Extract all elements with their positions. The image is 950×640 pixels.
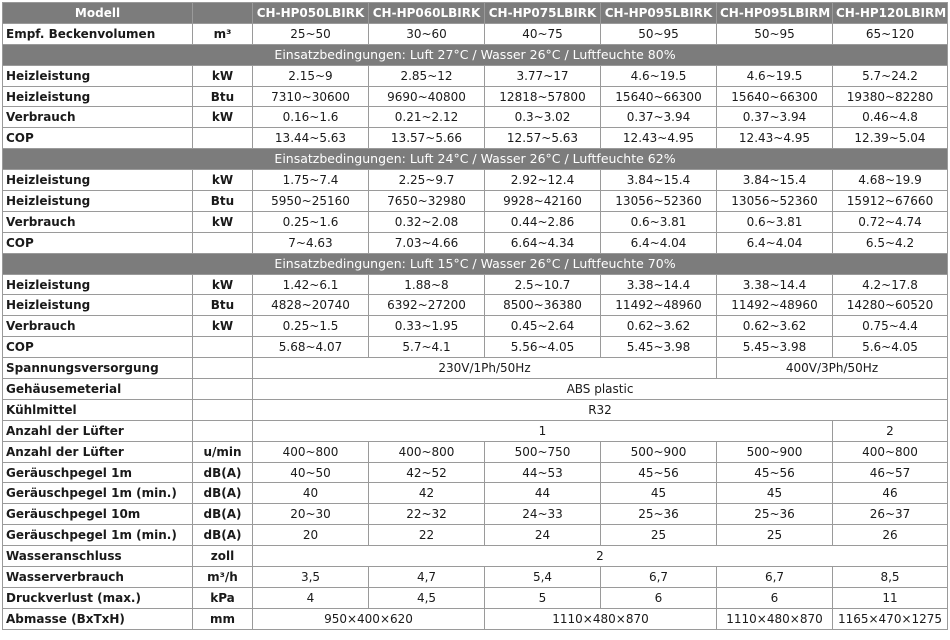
unit-label: kW xyxy=(193,316,253,337)
table-row xyxy=(3,504,948,525)
value-cell: 6,7 xyxy=(601,567,717,588)
value-cell: 1.75~7.4 xyxy=(253,170,369,191)
value-cell: 24 xyxy=(485,525,601,546)
unit-label xyxy=(193,128,253,149)
value-cell: 11492~48960 xyxy=(601,295,717,316)
value-cell: 13056~52360 xyxy=(717,191,833,212)
value-cell: 12.43~4.95 xyxy=(601,128,717,149)
value-cell: 44 xyxy=(485,483,601,504)
section-header-row xyxy=(3,44,948,65)
unit-label: kW xyxy=(193,170,253,191)
value-cell: 65~120 xyxy=(833,23,948,44)
section-header-row xyxy=(3,253,948,274)
value-cell: 13.44~5.63 xyxy=(253,128,369,149)
unit-label xyxy=(193,399,253,420)
value-cell: 0.44~2.86 xyxy=(485,211,601,232)
value-cell: 46~57 xyxy=(833,462,948,483)
value-cell: 26 xyxy=(833,525,948,546)
value-cell: 500~900 xyxy=(717,441,833,462)
unit-label: Btu xyxy=(193,295,253,316)
value-cell: 6.64~4.34 xyxy=(485,232,601,253)
value-cell: 400~800 xyxy=(369,441,485,462)
value-cell: 6 xyxy=(601,587,717,608)
value-cell: 25 xyxy=(717,525,833,546)
value-cell: 5 xyxy=(485,587,601,608)
value-cell: 1.88~8 xyxy=(369,274,485,295)
value-cell: 8500~36380 xyxy=(485,295,601,316)
unit-label: kW xyxy=(193,211,253,232)
table-row xyxy=(3,525,948,546)
value-cell: 0.33~1.95 xyxy=(369,316,485,337)
value-cell: 40~75 xyxy=(485,23,601,44)
value-cell: ABS plastic xyxy=(253,379,948,400)
value-cell: 4.68~19.9 xyxy=(833,170,948,191)
parameter-label: Verbrauch xyxy=(3,316,193,337)
value-cell: 230V/1Ph/50Hz xyxy=(253,358,717,379)
value-cell: 0.72~4.74 xyxy=(833,211,948,232)
table-row xyxy=(3,232,948,253)
header-model: CH-HP095LBIRK xyxy=(601,3,717,24)
unit-label: zoll xyxy=(193,546,253,567)
value-cell: 0.21~2.12 xyxy=(369,107,485,128)
parameter-label: Geräuschpegel 1m xyxy=(3,462,193,483)
value-cell: 5950~25160 xyxy=(253,191,369,212)
value-cell: 13056~52360 xyxy=(601,191,717,212)
table-row xyxy=(3,567,948,588)
parameter-label: Heizleistung xyxy=(3,295,193,316)
value-cell: 4.6~19.5 xyxy=(717,65,833,86)
parameter-label: Verbrauch xyxy=(3,107,193,128)
section-label: Einsatzbedingungen: Luft 15°C / Wasser 26°C / Luftfeuchte 70% xyxy=(3,253,948,274)
unit-label: u/min xyxy=(193,441,253,462)
value-cell: 4828~20740 xyxy=(253,295,369,316)
value-cell: 12.43~4.95 xyxy=(717,128,833,149)
parameter-label: Wasseranschluss xyxy=(3,546,193,567)
value-cell: 2.15~9 xyxy=(253,65,369,86)
value-cell: 4 xyxy=(253,587,369,608)
value-cell: 45 xyxy=(601,483,717,504)
unit-label: dB(A) xyxy=(193,504,253,525)
parameter-label: Verbrauch xyxy=(3,211,193,232)
value-cell: 0.45~2.64 xyxy=(485,316,601,337)
value-cell: 3,5 xyxy=(253,567,369,588)
table-row xyxy=(3,462,948,483)
value-cell: R32 xyxy=(253,399,948,420)
parameter-label: COP xyxy=(3,337,193,358)
table-row xyxy=(3,441,948,462)
value-cell: 13.57~5.66 xyxy=(369,128,485,149)
table-row xyxy=(3,358,948,379)
value-cell: 25~36 xyxy=(717,504,833,525)
parameter-label: Spannungsversorgung xyxy=(3,358,193,379)
value-cell: 0.32~2.08 xyxy=(369,211,485,232)
header-model: CH-HP120LBIRM xyxy=(833,3,948,24)
value-cell: 44~53 xyxy=(485,462,601,483)
parameter-label: Heizleistung xyxy=(3,274,193,295)
parameter-label: Geräuschpegel 1m (min.) xyxy=(3,483,193,504)
value-cell: 11492~48960 xyxy=(717,295,833,316)
value-cell: 11 xyxy=(833,587,948,608)
value-cell: 25~50 xyxy=(253,23,369,44)
value-cell: 0.6~3.81 xyxy=(601,211,717,232)
value-cell: 42 xyxy=(369,483,485,504)
value-cell: 2.25~9.7 xyxy=(369,170,485,191)
value-cell: 5.68~4.07 xyxy=(253,337,369,358)
value-cell: 0.75~4.4 xyxy=(833,316,948,337)
value-cell: 20~30 xyxy=(253,504,369,525)
header-model: CH-HP060LBIRK xyxy=(369,3,485,24)
table-row xyxy=(3,399,948,420)
value-cell: 2.5~10.7 xyxy=(485,274,601,295)
value-cell: 4.2~17.8 xyxy=(833,274,948,295)
unit-label xyxy=(193,379,253,400)
parameter-label: Empf. Beckenvolumen xyxy=(3,23,193,44)
table-row xyxy=(3,86,948,107)
table-row xyxy=(3,128,948,149)
value-cell: 4,5 xyxy=(369,587,485,608)
value-cell: 26~37 xyxy=(833,504,948,525)
value-cell: 15640~66300 xyxy=(717,86,833,107)
value-cell: 1165×470×1275 xyxy=(833,608,948,629)
value-cell: 4.6~19.5 xyxy=(601,65,717,86)
value-cell: 500~900 xyxy=(601,441,717,462)
header-model: CH-HP095LBIRM xyxy=(717,3,833,24)
parameter-label: Wasserverbrauch xyxy=(3,567,193,588)
table-row xyxy=(3,546,948,567)
value-cell: 5.45~3.98 xyxy=(601,337,717,358)
table-row xyxy=(3,379,948,400)
section-label: Einsatzbedingungen: Luft 24°C / Wasser 26°C / Luftfeuchte 62% xyxy=(3,149,948,170)
value-cell: 8,5 xyxy=(833,567,948,588)
value-cell: 6 xyxy=(717,587,833,608)
parameter-label: COP xyxy=(3,128,193,149)
value-cell: 7~4.63 xyxy=(253,232,369,253)
parameter-label: Kühlmittel xyxy=(3,399,193,420)
value-cell: 9928~42160 xyxy=(485,191,601,212)
value-cell: 2 xyxy=(833,420,948,441)
value-cell: 15640~66300 xyxy=(601,86,717,107)
value-cell: 0.62~3.62 xyxy=(717,316,833,337)
table-row xyxy=(3,23,948,44)
parameter-label: Anzahl der Lüfter xyxy=(3,420,193,441)
value-cell: 50~95 xyxy=(717,23,833,44)
value-cell: 2.85~12 xyxy=(369,65,485,86)
spec-table xyxy=(2,2,948,630)
value-cell: 6.4~4.04 xyxy=(601,232,717,253)
table-row xyxy=(3,170,948,191)
unit-label: dB(A) xyxy=(193,525,253,546)
value-cell: 5.6~4.05 xyxy=(833,337,948,358)
unit-label: m³ xyxy=(193,23,253,44)
value-cell: 19380~82280 xyxy=(833,86,948,107)
value-cell: 3.84~15.4 xyxy=(601,170,717,191)
unit-label: dB(A) xyxy=(193,483,253,504)
value-cell: 5,4 xyxy=(485,567,601,588)
value-cell: 0.25~1.5 xyxy=(253,316,369,337)
value-cell: 5.45~3.98 xyxy=(717,337,833,358)
header-model: CH-HP075LBIRK xyxy=(485,3,601,24)
value-cell: 45 xyxy=(717,483,833,504)
value-cell: 0.37~3.94 xyxy=(601,107,717,128)
value-cell: 0.25~1.6 xyxy=(253,211,369,232)
value-cell: 3.77~17 xyxy=(485,65,601,86)
value-cell: 40 xyxy=(253,483,369,504)
value-cell: 400V/3Ph/50Hz xyxy=(717,358,948,379)
unit-label: mm xyxy=(193,608,253,629)
header-model: CH-HP050LBIRK xyxy=(253,3,369,24)
value-cell: 500~750 xyxy=(485,441,601,462)
section-label: Einsatzbedingungen: Luft 27°C / Wasser 26°C / Luftfeuchte 80% xyxy=(3,44,948,65)
value-cell: 46 xyxy=(833,483,948,504)
value-cell: 5.7~24.2 xyxy=(833,65,948,86)
value-cell: 0.16~1.6 xyxy=(253,107,369,128)
value-cell: 22 xyxy=(369,525,485,546)
table-row xyxy=(3,608,948,629)
value-cell: 1 xyxy=(253,420,833,441)
value-cell: 3.38~14.4 xyxy=(601,274,717,295)
unit-label: kPa xyxy=(193,587,253,608)
unit-label xyxy=(193,337,253,358)
table-row xyxy=(3,107,948,128)
table-row xyxy=(3,191,948,212)
table-row xyxy=(3,483,948,504)
table-row xyxy=(3,295,948,316)
value-cell: 6392~27200 xyxy=(369,295,485,316)
value-cell: 40~50 xyxy=(253,462,369,483)
header-param: Modell xyxy=(3,3,193,24)
value-cell: 1.42~6.1 xyxy=(253,274,369,295)
table-row xyxy=(3,274,948,295)
value-cell: 400~800 xyxy=(833,441,948,462)
value-cell: 22~32 xyxy=(369,504,485,525)
parameter-label: Gehäusemeterial xyxy=(3,379,193,400)
table-row xyxy=(3,587,948,608)
value-cell: 6.4~4.04 xyxy=(717,232,833,253)
value-cell: 12.57~5.63 xyxy=(485,128,601,149)
value-cell: 6.5~4.2 xyxy=(833,232,948,253)
table-row xyxy=(3,65,948,86)
section-header-row xyxy=(3,149,948,170)
value-cell: 12.39~5.04 xyxy=(833,128,948,149)
value-cell: 0.3~3.02 xyxy=(485,107,601,128)
table-row xyxy=(3,420,948,441)
parameter-label: Abmasse (BxTxH) xyxy=(3,608,193,629)
unit-label xyxy=(193,232,253,253)
value-cell: 9690~40800 xyxy=(369,86,485,107)
table-row xyxy=(3,316,948,337)
header-row xyxy=(3,3,948,24)
value-cell: 42~52 xyxy=(369,462,485,483)
value-cell: 950×400×620 xyxy=(253,608,485,629)
value-cell: 400~800 xyxy=(253,441,369,462)
unit-label: m³/h xyxy=(193,567,253,588)
value-cell: 2.92~12.4 xyxy=(485,170,601,191)
unit-label: kW xyxy=(193,65,253,86)
value-cell: 0.46~4.8 xyxy=(833,107,948,128)
value-cell: 0.62~3.62 xyxy=(601,316,717,337)
value-cell: 0.6~3.81 xyxy=(717,211,833,232)
value-cell: 50~95 xyxy=(601,23,717,44)
parameter-label: Geräuschpegel 10m xyxy=(3,504,193,525)
value-cell: 25 xyxy=(601,525,717,546)
value-cell: 14280~60520 xyxy=(833,295,948,316)
value-cell: 5.7~4.1 xyxy=(369,337,485,358)
value-cell: 7310~30600 xyxy=(253,86,369,107)
value-cell: 3.84~15.4 xyxy=(717,170,833,191)
value-cell: 24~33 xyxy=(485,504,601,525)
value-cell: 7.03~4.66 xyxy=(369,232,485,253)
unit-label xyxy=(193,358,253,379)
header-unit xyxy=(193,3,253,24)
spec-body xyxy=(3,23,948,629)
unit-label: dB(A) xyxy=(193,462,253,483)
parameter-label: Heizleistung xyxy=(3,86,193,107)
parameter-label: Druckverlust (max.) xyxy=(3,587,193,608)
value-cell: 7650~32980 xyxy=(369,191,485,212)
value-cell: 1110×480×870 xyxy=(717,608,833,629)
parameter-label: COP xyxy=(3,232,193,253)
value-cell: 12818~57800 xyxy=(485,86,601,107)
unit-label: Btu xyxy=(193,191,253,212)
value-cell: 25~36 xyxy=(601,504,717,525)
unit-label: kW xyxy=(193,274,253,295)
table-row xyxy=(3,337,948,358)
value-cell: 30~60 xyxy=(369,23,485,44)
value-cell: 20 xyxy=(253,525,369,546)
value-cell: 15912~67660 xyxy=(833,191,948,212)
value-cell: 6,7 xyxy=(717,567,833,588)
value-cell: 5.56~4.05 xyxy=(485,337,601,358)
unit-label: Btu xyxy=(193,86,253,107)
unit-label: kW xyxy=(193,107,253,128)
value-cell: 3.38~14.4 xyxy=(717,274,833,295)
value-cell: 2 xyxy=(253,546,948,567)
parameter-label: Heizleistung xyxy=(3,191,193,212)
table-row xyxy=(3,211,948,232)
value-cell: 45~56 xyxy=(717,462,833,483)
value-cell: 0.37~3.94 xyxy=(717,107,833,128)
value-cell: 4,7 xyxy=(369,567,485,588)
parameter-label: Heizleistung xyxy=(3,170,193,191)
parameter-label: Heizleistung xyxy=(3,65,193,86)
unit-label xyxy=(193,420,253,441)
parameter-label: Geräuschpegel 1m (min.) xyxy=(3,525,193,546)
value-cell: 1110×480×870 xyxy=(485,608,717,629)
value-cell: 45~56 xyxy=(601,462,717,483)
parameter-label: Anzahl der Lüfter xyxy=(3,441,193,462)
